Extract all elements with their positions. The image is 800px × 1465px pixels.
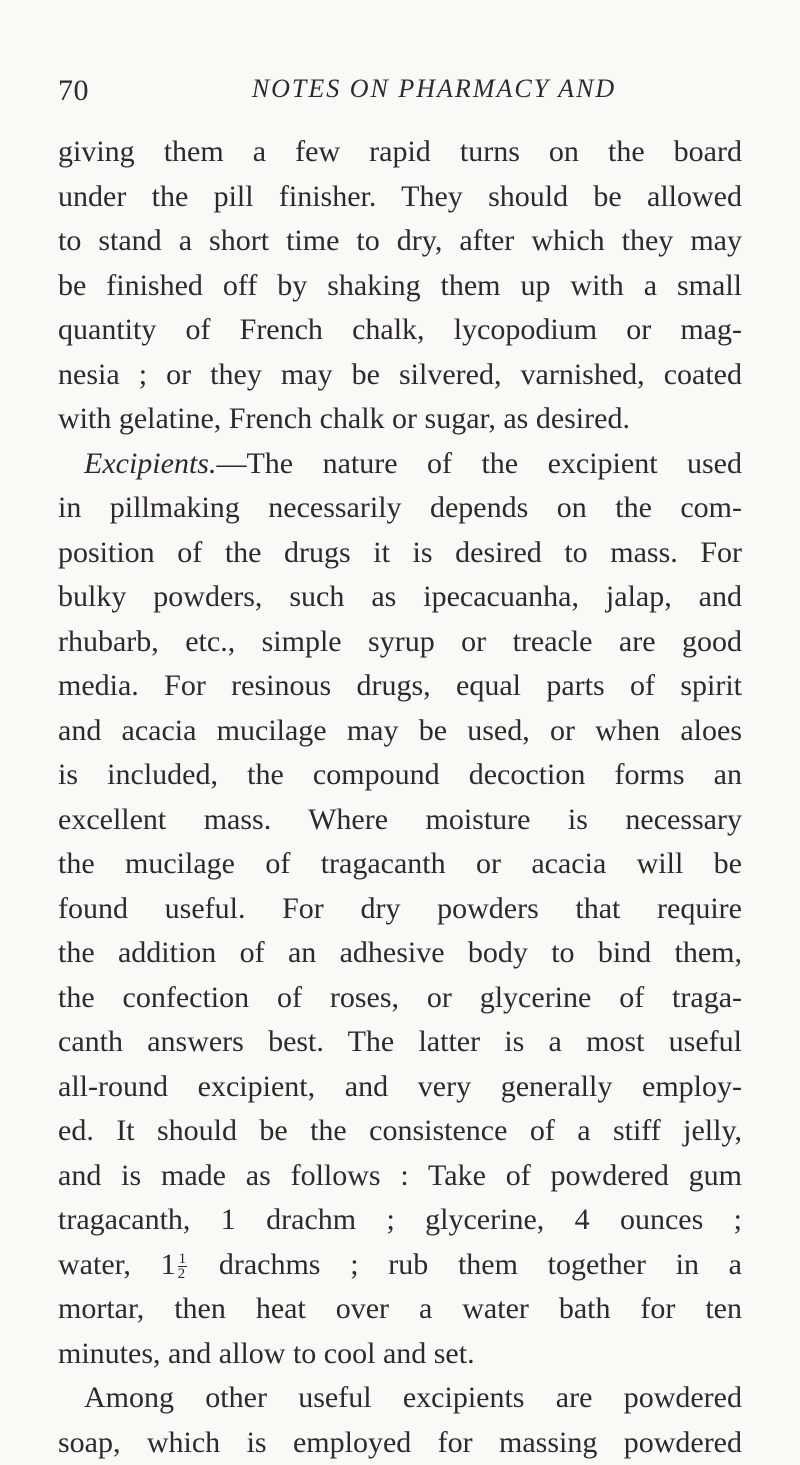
text-line: media. For resinous drugs, equal parts of spirit [58,664,742,709]
section-heading-text: —The nature of the excipient used [216,447,742,480]
text-line: and is made as follows : Take of powdered gum [58,1154,742,1199]
running-head [58,68,740,112]
text-line: soap, which is employed for massing powdered [58,1421,742,1465]
text-line: rhubarb, etc., simple syrup or treacle are good [58,620,742,665]
text-line: found useful. For dry powders that require [58,887,742,932]
text-line: ed. It should be the consistence of a stiff jelly, [58,1109,742,1154]
page-number: 70 [58,74,89,108]
text-line-with-fraction [58,1243,742,1288]
text-line: excellent mass. Where moisture is necessary [58,798,742,843]
fraction-numerator: 1 [178,1252,188,1267]
text-line: minutes, and allow to cool and set. [58,1332,742,1377]
text-line: under the pill finisher. They should be allowed [58,175,742,220]
text-line-paragraph-start: Among other useful excipients are powdered [58,1376,742,1421]
text-line: position of the drugs it is desired to mass. For [58,531,742,576]
text-line: canth answers best. The latter is a most useful [58,1020,742,1065]
text-line-section-start [58,442,742,487]
text-line: is included, the compound decoction forms an [58,753,742,798]
text-line: giving them a few rapid turns on the board [58,130,742,175]
text-line: in pillmaking necessarily depends on the com- [58,486,742,531]
fraction-line-after: drachms ; rub them together in a [189,1248,742,1281]
fraction-denominator: 2 [178,1267,188,1281]
text-line: bulky powders, such as ipecacuanha, jalap, and [58,575,742,620]
text-line: to stand a short time to dry, after which they may [58,219,742,264]
section-heading: Excipients. [84,447,216,480]
text-line: tragacanth, 1 drachm ; glycerine, 4 ounces ; [58,1198,742,1243]
fraction-line-before: water, 1 [58,1248,176,1281]
text-line: the addition of an adhesive body to bind them, [58,931,742,976]
fraction [178,1252,188,1281]
running-title: NOTES ON PHARMACY AND [58,74,740,104]
text-line: all-round excipient, and very generally employ- [58,1065,742,1110]
body-text [58,130,742,1465]
text-line: quantity of French chalk, lycopodium or mag- [58,308,742,353]
text-line: mortar, then heat over a water bath for ten [58,1287,742,1332]
text-line: be finished off by shaking them up with a small [58,264,742,309]
text-line: with gelatine, French chalk or sugar, as desired. [58,397,742,442]
text-line: and acacia mucilage may be used, or when aloes [58,709,742,754]
text-line: nesia ; or they may be silvered, varnished, coated [58,353,742,398]
text-line: the confection of roses, or glycerine of traga- [58,976,742,1021]
text-line: the mucilage of tragacanth or acacia will be [58,842,742,887]
